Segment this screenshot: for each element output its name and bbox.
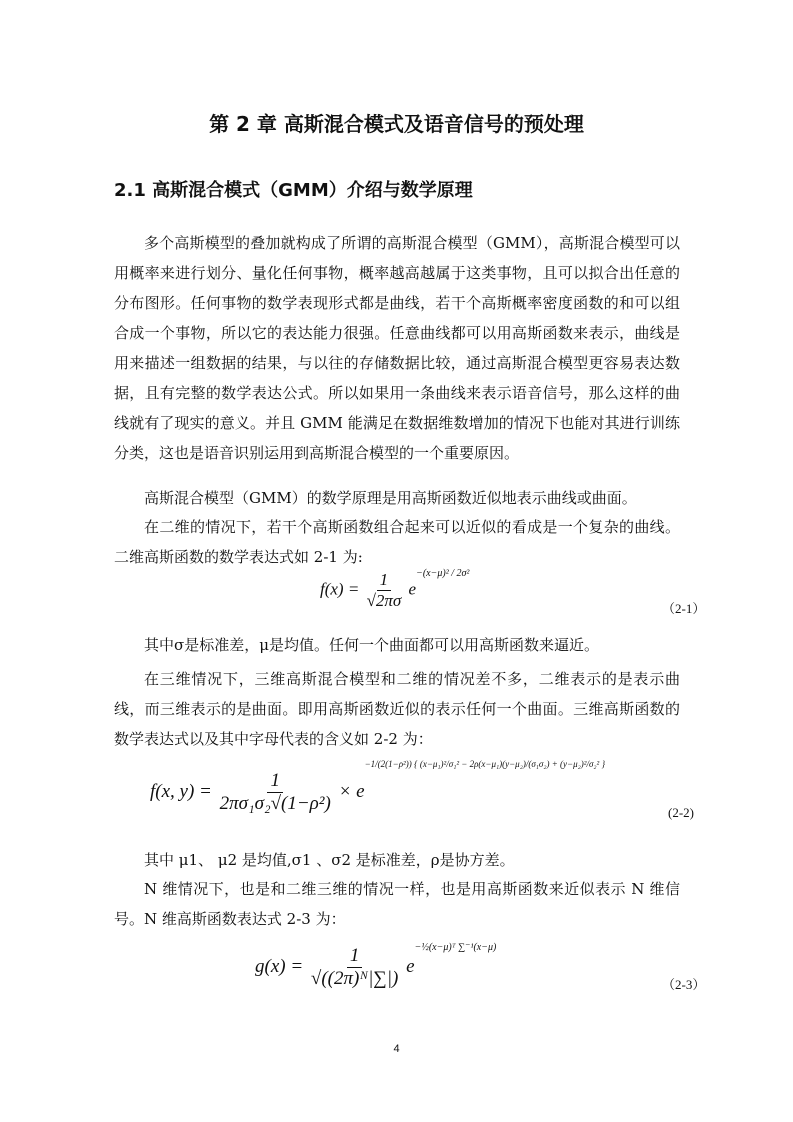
equation-lhs: f(x, y) =: [150, 780, 212, 802]
paragraph-gmm-principle: 高斯混合模型（GMM）的数学原理是用高斯函数近似地表示曲线或曲面。: [144, 489, 637, 507]
equation-lhs: f(x) =: [320, 579, 360, 599]
paragraph-3d-intro: 在三维情况下，三维高斯混合模型和二维的情况差不多，二维表示的是表示曲线，而三维表示的是曲面。即用高斯函数近似的表示任何一个曲面。三维高斯函数的数学表达式以及其中字母代表的含义如 2-2 为：: [114, 670, 680, 748]
page-number: 4: [393, 1043, 400, 1055]
paragraph-mu-sigma-rho: 其中 μ1、 μ2 是均值,σ1 、σ2 是标准差，ρ是协方差。: [144, 851, 515, 869]
equation-number-2-3: （2-3）: [662, 977, 706, 992]
paragraph-2d-intro: 在二维的情况下，若干个高斯函数组合起来可以近似的看成是一个复杂的曲线。二维高斯函数的数学表达式如 2-1 为:: [114, 518, 680, 566]
equation-lhs: g(x) =: [255, 955, 304, 977]
equation-number-2-2: (2-2): [668, 805, 694, 820]
equation-numerator: 1: [377, 570, 392, 591]
equation-exponent: −½(x−μ)ᵀ ∑⁻¹(x−μ): [414, 941, 497, 953]
equation-times-e: × e: [338, 780, 365, 802]
euler-e: e: [408, 579, 417, 599]
equation-fraction: [364, 570, 405, 611]
equation-denominator: √((2π)ᴺ|∑|): [310, 968, 399, 989]
equation-denominator: 2πσ₁σ₂√(1−ρ²): [219, 793, 331, 814]
equation-denominator: √2πσ: [366, 591, 402, 610]
equation-2-1: [320, 570, 469, 611]
equation-numerator: 1: [347, 945, 363, 968]
euler-e: e: [406, 955, 415, 977]
equation-exponent: −1/(2(1−ρ²)) { (x−μ₁)²/σ₁² − 2ρ(x−μ₁)(y−μ₂)/(σ₁σ₂) + (y−μ₂)²/σ₂² }: [364, 758, 606, 769]
equation-fraction: [308, 945, 401, 990]
equation-number-2-1: （2-1）: [662, 601, 706, 616]
equation-fraction: [217, 770, 334, 815]
paragraph-nd-intro: N 维情况下，也是和二维三维的情况一样，也是用高斯函数来近似表示 N 维信号。N 维高斯函数表达式 2-3 为：: [114, 880, 680, 928]
chapter-title: 第 2 章 高斯混合模式及语音信号的预处理: [209, 112, 584, 136]
paragraph-sigma-mu: 其中σ是标准差，μ是均值。任何一个曲面都可以用高斯函数来逼近。: [144, 636, 599, 654]
paragraph-gmm-intro: 多个高斯模型的叠加就构成了所谓的高斯混合模型（GMM），高斯混合模型可以用概率来进行划分、量化任何事物，概率越高越属于这类事物，且可以拟合出任意的分布图形。任何事物的数学表现形式都是曲线，若干个高斯概率密度函数的和可以组合成一个事物，所以它的表达能力很强。任意曲线都可以用高斯函数来表示，曲线是用来描述一组数据的结果，与以往的存储数据比较，通过高斯混合模型更容易表达数据，且有完整的数学表达公式。所以如果用一条曲线来表示语音信号，那么这样的曲线就有了现实的意义。并且 GMM 能满足在数据维数增加的情况下也能对其进行训练分类，这也是语音识别运用到高斯混合模型的一个重要原因。: [114, 234, 680, 462]
equation-exponent: −(x−μ)² / 2σ²: [416, 568, 470, 580]
section-title: 2.1 高斯混合模式（GMM）介绍与数学原理: [114, 180, 473, 201]
equation-2-3: [255, 941, 497, 990]
equation-numerator: 1: [267, 770, 283, 793]
